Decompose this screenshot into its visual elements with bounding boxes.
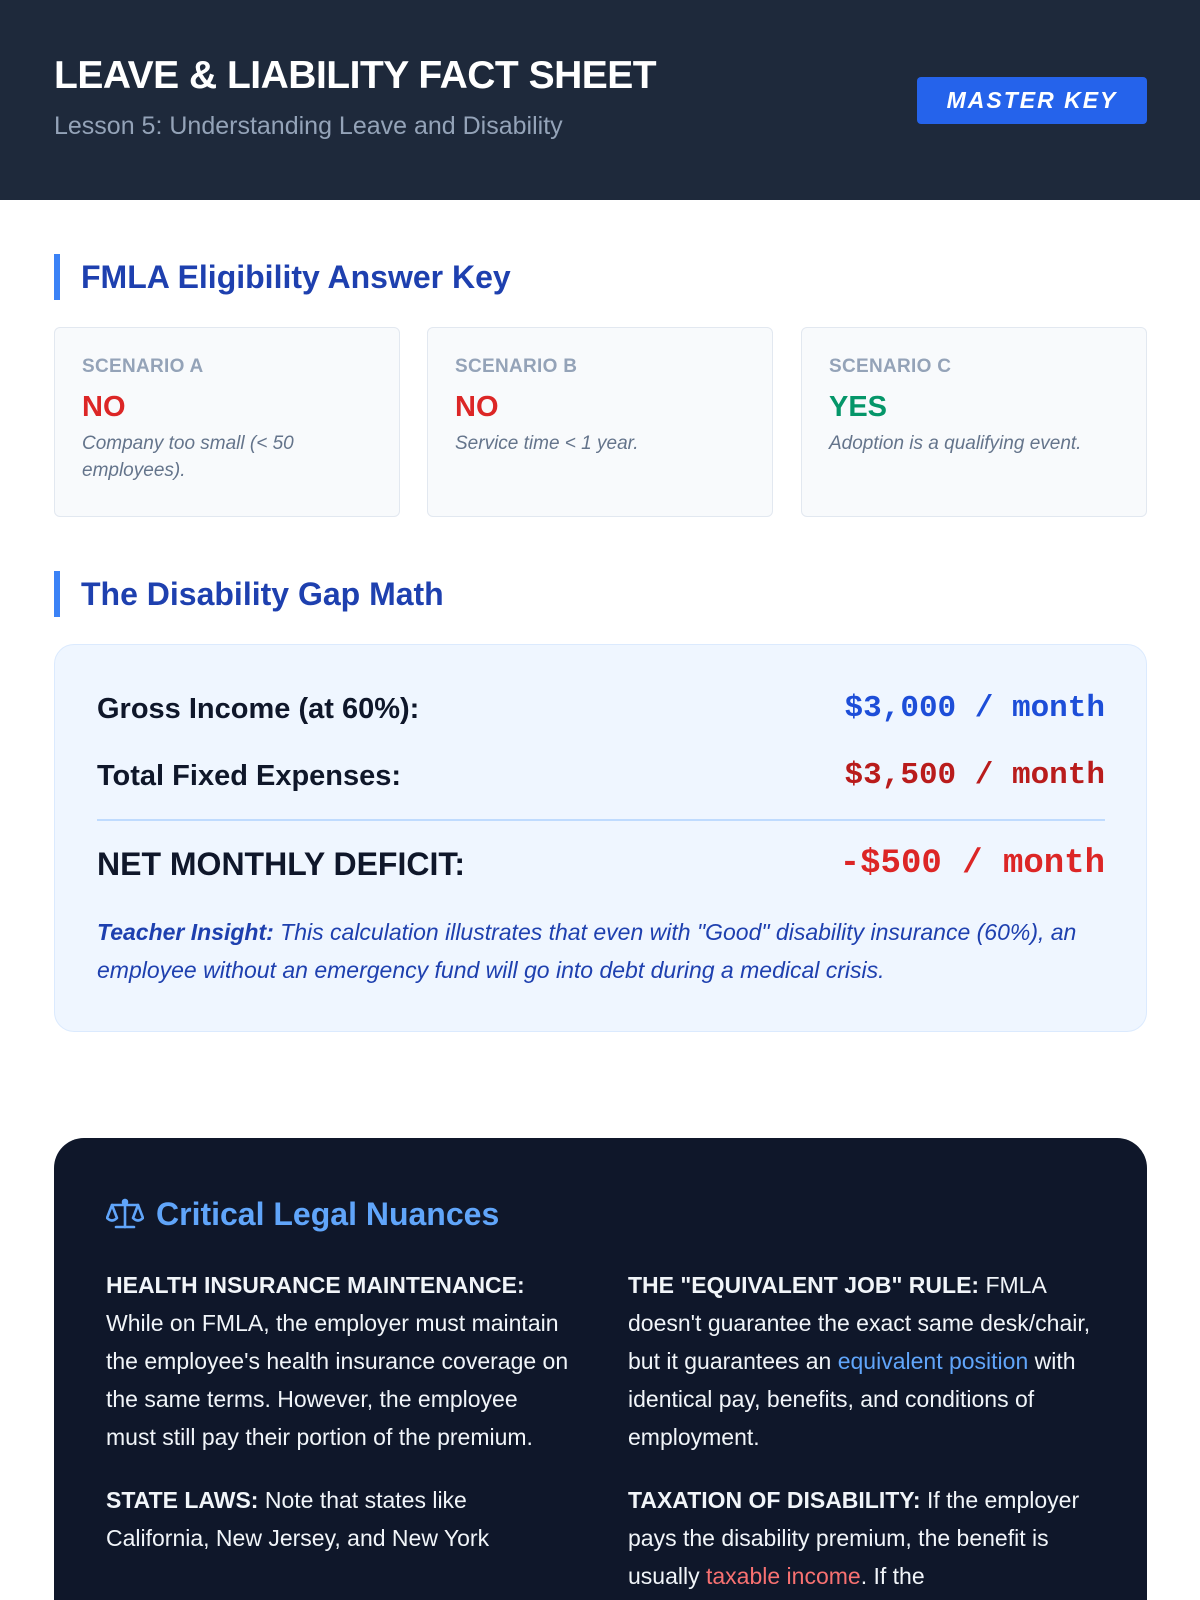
scenario-note: Service time < 1 year. <box>455 433 639 454</box>
page-title: LEAVE & LIABILITY FACT SHEET <box>54 54 657 97</box>
taxation-text-end: . If the <box>860 1563 925 1589</box>
state-laws-title: STATE LAWS: <box>106 1487 259 1513</box>
scenario-answer: NO <box>82 391 126 423</box>
divider <box>97 819 1105 821</box>
teacher-insight <box>97 913 1107 989</box>
taxation-note <box>628 1481 1093 1595</box>
health-insurance-title: HEALTH INSURANCE MAINTENANCE: <box>106 1272 525 1298</box>
master-key-badge: MASTER KEY <box>917 77 1147 124</box>
teacher-insight-text: This calculation illustrates that even with "Good" disability insurance (60%), an employee without an emergency fund will go into debt during a medical crisis. <box>97 919 1077 983</box>
scenario-note: Company too small (< 50 employees). <box>82 433 294 481</box>
gross-income-row <box>97 689 1105 729</box>
scenario-answer: NO <box>455 391 499 423</box>
page-header <box>0 0 1200 200</box>
scenario-label: SCENARIO B <box>455 356 578 377</box>
state-laws-note <box>106 1481 571 1557</box>
equivalent-job-text: FMLA doesn't guarantee the exact same desk/chair, but it guarantees an <box>628 1272 1091 1374</box>
scenario-card-a <box>54 327 400 517</box>
scenario-card-c <box>801 327 1147 517</box>
legal-left-column <box>106 1266 571 1582</box>
teacher-insight-label: Teacher Insight: <box>97 919 274 945</box>
equivalent-job-title: THE "EQUIVALENT JOB" RULE: <box>628 1272 980 1298</box>
gross-income-value: $3,000 / month <box>844 691 1105 726</box>
gross-income-label: Gross Income (at 60%): <box>97 693 420 725</box>
legal-nuances-panel <box>54 1138 1147 1600</box>
legal-heading <box>106 1194 499 1234</box>
taxation-title: TAXATION OF DISABILITY: <box>628 1487 921 1513</box>
scenario-answer: YES <box>829 391 888 423</box>
taxation-text: If the employer pays the disability premium, the benefit is usually <box>628 1487 1080 1589</box>
taxable-income-highlight: taxable income <box>705 1563 861 1589</box>
net-deficit-value: -$500 / month <box>839 845 1105 883</box>
fixed-expenses-label: Total Fixed Expenses: <box>97 760 402 792</box>
scenario-label: SCENARIO C <box>829 356 952 377</box>
health-insurance-text: While on FMLA, the employer must maintain the employee's health insurance coverage on the same terms. However, the employee must still pay their portion of the premium. <box>106 1310 569 1450</box>
fmla-heading: FMLA Eligibility Answer Key <box>54 254 511 300</box>
legal-heading-text: Critical Legal Nuances <box>156 1196 500 1232</box>
scenario-note: Adoption is a qualifying event. <box>829 433 1082 454</box>
state-laws-text: Note that states like California, New Jersey, and New York <box>106 1487 490 1551</box>
scenario-label: SCENARIO A <box>82 356 204 377</box>
net-deficit-label: NET MONTHLY DEFICIT: <box>97 846 466 882</box>
fixed-expenses-row <box>97 756 1105 796</box>
scale-icon <box>106 1197 144 1231</box>
disability-gap-panel <box>54 644 1147 1032</box>
equivalent-job-note <box>628 1266 1093 1456</box>
net-deficit-row <box>97 844 1105 884</box>
page-subtitle: Lesson 5: Understanding Leave and Disability <box>54 112 563 140</box>
health-insurance-note <box>106 1266 571 1456</box>
equivalent-position-highlight: equivalent position <box>837 1348 1029 1374</box>
fixed-expenses-value: $3,500 / month <box>844 758 1105 793</box>
legal-right-column <box>628 1266 1093 1600</box>
gap-heading: The Disability Gap Math <box>54 571 444 617</box>
equivalent-job-text-end: with identical pay, benefits, and conditions of employment. <box>628 1348 1076 1450</box>
scenario-card-b <box>427 327 773 517</box>
